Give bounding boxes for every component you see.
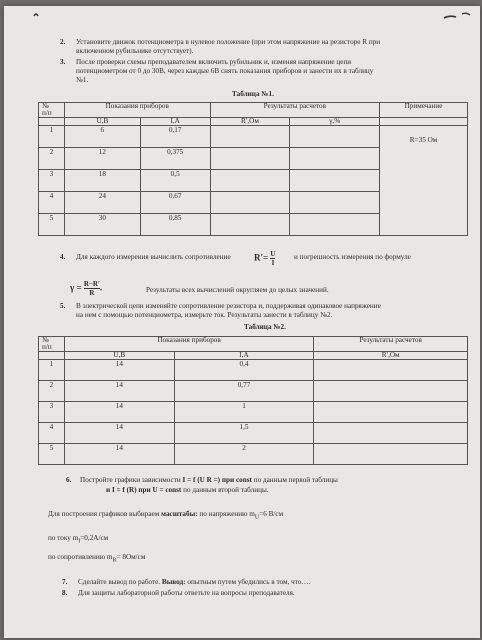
item-6-line2: и I = f (R) при U = const по данным второй таблицы. bbox=[106, 486, 269, 494]
table-row: 5 30 0,85 bbox=[39, 214, 468, 236]
t1-h-u: U,В bbox=[64, 118, 140, 126]
paper-sheet bbox=[4, 6, 480, 638]
table-row: 1 6 0,17 R=35 Ом bbox=[39, 126, 468, 148]
item-8-text: Для защиты лабораторной работы ответьте на вопросы преподавателя. bbox=[78, 589, 295, 597]
t1-h-note: Примечание bbox=[380, 103, 468, 118]
item-4-number: 4. bbox=[60, 253, 66, 261]
table2-title: Таблица №2. bbox=[244, 323, 286, 331]
scale-voltage: Для построения графиков выбираем масштабы: по напряжению $m_U=6$ В/см bbox=[48, 510, 284, 521]
t1-h-r: R′,Ом bbox=[210, 118, 290, 126]
item-8-number: 8. bbox=[62, 589, 68, 597]
scale-resistance: по сопротивлению $m_R= 8Ом/см$ bbox=[48, 553, 146, 564]
pen-marks bbox=[4, 6, 480, 26]
table1 bbox=[38, 102, 468, 236]
t1-note-value: R=35 Ом bbox=[380, 126, 468, 236]
r-prime-formula: R′= $\frac{U}{I}$ bbox=[254, 250, 276, 267]
table-row: 3 18 0,5 bbox=[39, 170, 468, 192]
item-5-number: 5. bbox=[60, 302, 66, 310]
t1-h-readings: Показания приборов bbox=[64, 103, 210, 118]
table-row: 4 14 1,5 bbox=[39, 423, 468, 444]
item-3-number: 3. bbox=[60, 58, 66, 66]
table1-title: Таблица №1. bbox=[232, 90, 274, 98]
item-5-line1: В электрической цепи изменяйте сопротивление резистора и, поддерживая одинаковое напряжение bbox=[76, 302, 381, 310]
t1-h-g: γ,% bbox=[290, 118, 380, 126]
item-2-number: 2. bbox=[60, 38, 66, 46]
table-row: 2 12 0,375 bbox=[39, 148, 468, 170]
item-3-line3: №1. bbox=[76, 76, 89, 84]
item-2-line2: включенном рубильнике отсутствует). bbox=[76, 47, 194, 55]
table-row: 1 14 0,4 bbox=[39, 360, 468, 381]
t2-h-num: № п/п bbox=[39, 337, 65, 352]
t2-h-empty bbox=[39, 352, 65, 360]
item-7-number: 7. bbox=[62, 578, 68, 586]
item-4-tail: и погрешность измерения по формуле bbox=[294, 253, 411, 261]
gamma-note: Результаты всех вычислений округляем до целых значений. bbox=[146, 286, 329, 294]
table2 bbox=[38, 336, 468, 465]
scale-current: по току $m_I=0,2А/см$ bbox=[48, 534, 109, 545]
table-row: 2 14 0,77 bbox=[39, 381, 468, 402]
item-6-line1: Постройте графики зависимости I = f (U R =) при const по данным первой таблицы bbox=[80, 476, 338, 484]
t2-h-u: U,В bbox=[64, 352, 174, 360]
table-row: 3 14 1 bbox=[39, 402, 468, 423]
item-7-text: Сделайте вывод по работе. Вывод: опытным путем убедились в том, что…. bbox=[78, 578, 311, 586]
item-3-line1: После проверки схемы преподавателем включить рубильник и, изменяя напряжение цепи bbox=[76, 58, 352, 66]
t2-h-results: Результаты расчетов bbox=[314, 337, 468, 352]
item-2-line1: Установите движок потенциометра в нулевое положение (при этом напряжение на резисторе R при bbox=[76, 38, 381, 46]
t1-h-num: № п/п bbox=[39, 103, 65, 118]
item-3-line2: потенциометром от 0 до 30В, через каждые 6В снять показания приборов и занести их в таблицу bbox=[76, 67, 374, 75]
table-row: 5 14 2 bbox=[39, 444, 468, 465]
item-6-number: 6. bbox=[66, 476, 72, 484]
table-row: 4 24 0,67 bbox=[39, 192, 468, 214]
t1-h-note-empty bbox=[380, 118, 468, 126]
gamma-formula: γ = $\frac{R-R'}{R}$ . bbox=[70, 280, 103, 297]
t2-h-readings: Показания приборов bbox=[64, 337, 313, 352]
t1-h-results: Результаты расчетов bbox=[210, 103, 380, 118]
t1-h-i: I,А bbox=[140, 118, 210, 126]
t2-h-i: I,А bbox=[174, 352, 314, 360]
item-4-text: Для каждого измерения вычислить сопротивление bbox=[76, 253, 231, 261]
item-5-line2: на нем с помощью потенциометра, измерьте ток. Результаты занести в таблицу №2. bbox=[76, 311, 333, 319]
t1-h-empty bbox=[39, 118, 65, 126]
t2-h-r: R′,Ом bbox=[314, 352, 468, 360]
